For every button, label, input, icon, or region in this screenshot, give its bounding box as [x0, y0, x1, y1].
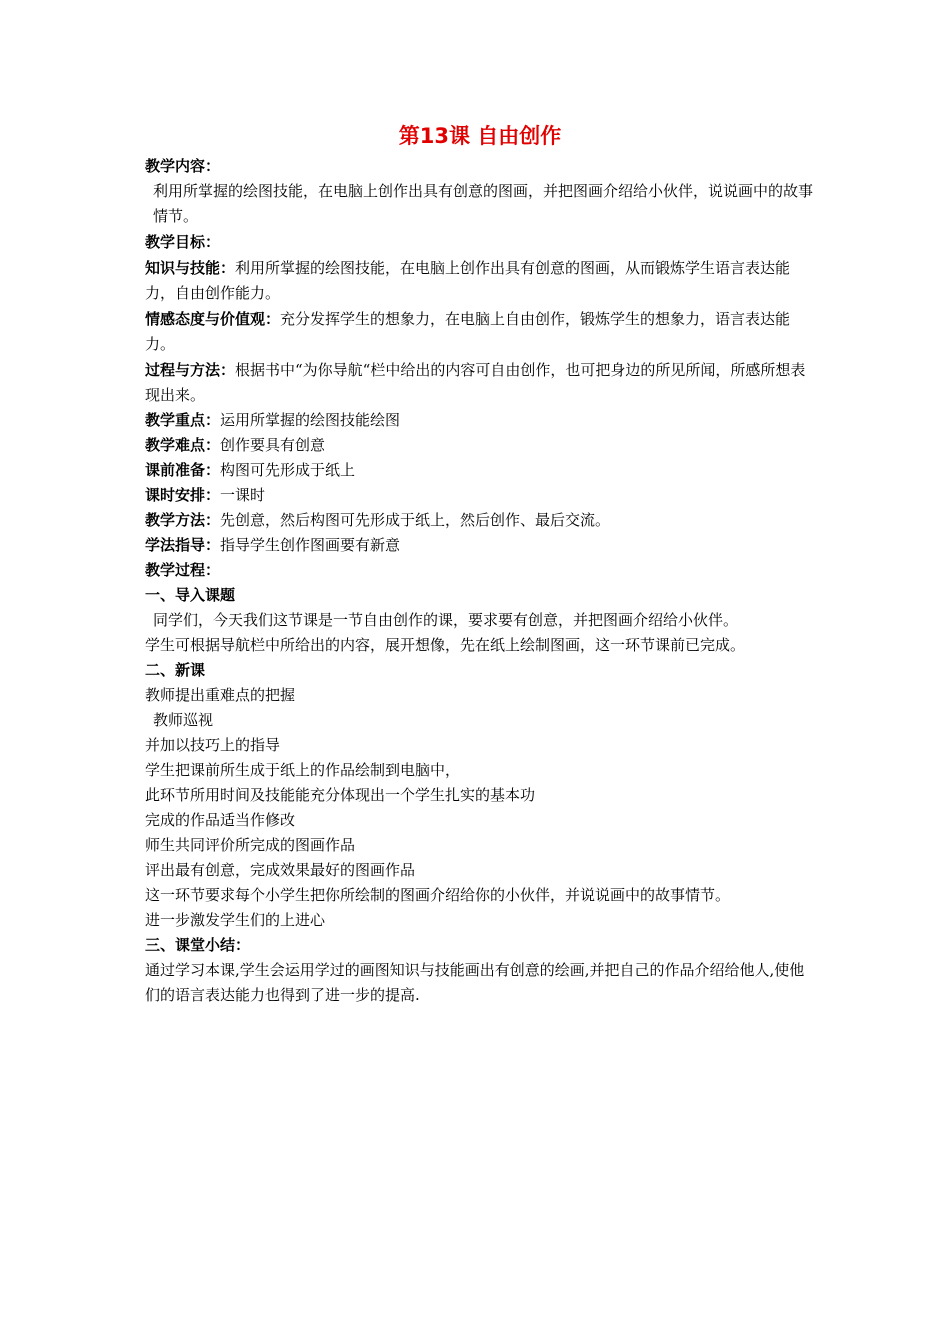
difficulty-text: 创作要具有创意 [220, 436, 326, 454]
section2-line: 进一步激发学生们的上进心 [145, 911, 326, 929]
section2-line: 并加以技巧上的指导 [145, 736, 281, 754]
emotion-paragraph [145, 307, 815, 357]
section1-title: 一、导入课题 [145, 586, 236, 604]
prep-label: 课前准备： [145, 461, 221, 479]
section1-line: 同学们，今天我们这节课是一节自由创作的课，要求要有创意，并把图画介绍给小伙伴。 [153, 611, 739, 629]
emotion-label: 情感态度与价值观： [145, 310, 281, 328]
skills-text: 利用所掌握的绘图技能，在电脑上创作出具有创意的图画，从而锻炼学生语言表达能力，自由创作能力。 [145, 259, 791, 302]
section2-line: 学生把课前所生成于纸上的作品绘制到电脑中， [145, 761, 461, 779]
method-text: 先创意，然后构图可先形成于纸上，然后创作、最后交流。 [220, 511, 611, 529]
key-paragraph [145, 408, 815, 433]
key-label: 教学重点： [145, 411, 221, 429]
section3-title: 三、课堂小结： [145, 936, 251, 954]
section1-line: 学生可根据导航栏中所给出的内容，展开想像，先在纸上绘制图画，这一环节课前已完成。 [145, 636, 746, 654]
section2-line: 师生共同评价所完成的图画作品 [145, 836, 356, 854]
section2-line: 教师巡视 [153, 711, 214, 729]
prep-text: 构图可先形成于纸上 [220, 461, 356, 479]
study-text: 指导学生创作图画要有新意 [220, 536, 401, 554]
method-label: 教学方法： [145, 511, 221, 529]
section2-line: 此环节所用时间及技能能充分体现出一个学生扎实的基本功 [145, 786, 536, 804]
time-paragraph [145, 483, 815, 508]
section2-title: 二、新课 [145, 661, 206, 679]
skills-label: 知识与技能： [145, 259, 236, 277]
skills-paragraph [145, 256, 815, 306]
steps-label: 教学过程： [145, 561, 221, 579]
process-method-paragraph [145, 358, 815, 408]
section2-line: 完成的作品适当作修改 [145, 811, 296, 829]
study-label: 学法指导： [145, 536, 221, 554]
section2-line: 评出最有创意，完成效果最好的图画作品 [145, 861, 416, 879]
study-paragraph [145, 533, 815, 558]
goals-label: 教学目标： [145, 233, 221, 251]
process-method-label: 过程与方法： [145, 361, 236, 379]
method-paragraph [145, 508, 815, 533]
emotion-text: 充分发挥学生的想象力，在电脑上自由创作，锻炼学生的想象力，语言表达能力。 [145, 310, 791, 353]
process-method-text: 根据书中“为你导航“栏中给出的内容可自由创作，也可把身边的所见所闻，所感所想表现出来。 [145, 361, 806, 404]
document-page [145, 118, 815, 1008]
difficulty-label: 教学难点： [145, 436, 221, 454]
difficulty-paragraph [145, 433, 815, 458]
time-text: 一课时 [220, 486, 266, 504]
section3-text: 通过学习本课,学生会运用学过的画图知识与技能画出有创意的绘画,并把自己的作品介绍给他人,使他们的语言表达能力也得到了进一步的提高. [145, 961, 805, 1004]
lesson-title: 第13课 自由创作 [398, 124, 562, 148]
content-label: 教学内容： [145, 157, 221, 175]
section2-line: 教师提出重难点的把握 [145, 686, 296, 704]
time-label: 课时安排： [145, 486, 221, 504]
content-text: 利用所掌握的绘图技能，在电脑上创作出具有创意的图画，并把图画介绍给小伙伴，说说画中的故事情节。 [153, 182, 814, 225]
section2-line: 这一环节要求每个小学生把你所绘制的图画介绍给你的小伙伴，并说说画中的故事情节。 [145, 886, 731, 904]
key-text: 运用所掌握的绘图技能绘图 [220, 411, 401, 429]
prep-paragraph [145, 458, 815, 483]
